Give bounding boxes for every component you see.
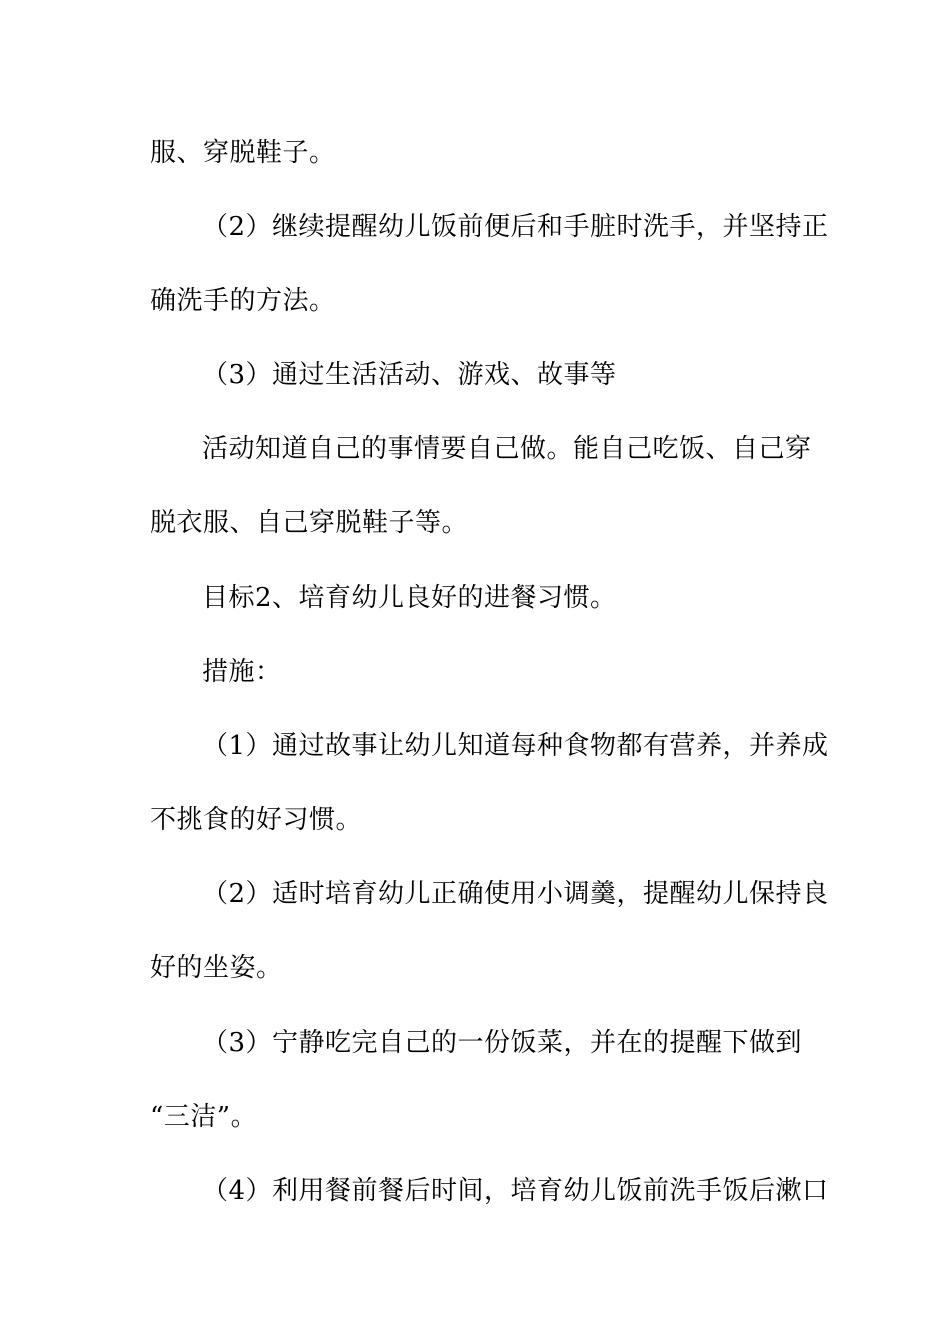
- text-line: 服、穿脱鞋子。: [150, 138, 336, 168]
- text-line: 确洗手的方法。: [150, 286, 336, 316]
- text-line: 脱衣服、自己穿脱鞋子等。: [150, 508, 469, 538]
- text-line: （3）通过生活活动、游戏、故事等: [202, 360, 617, 390]
- text-line: （1）通过故事让幼儿知道每种食物都有营养，并养成: [202, 731, 829, 761]
- text-line: 活动知道自己的事情要自己做。能自己吃饭、自己穿: [202, 434, 812, 464]
- text-line: （2）继续提醒幼儿饭前便后和手脏时洗手，并坚持正: [202, 212, 829, 242]
- section-heading: 目标2、培育幼儿良好的进餐习惯。: [202, 583, 617, 613]
- text-line: 好的坐姿。: [150, 953, 283, 983]
- text-line: （2）适时培育幼儿正确使用小调羹，提醒幼儿保持良: [202, 879, 829, 909]
- text-line: 不挑食的好习惯。: [150, 805, 363, 835]
- text-line: “三洁”。: [150, 1102, 258, 1132]
- measures-label: 措施：: [202, 657, 282, 687]
- text-line: （4）利用餐前餐后时间，培育幼儿饭前洗手饭后漱口: [202, 1176, 829, 1206]
- text-line: （3）宁静吃完自己的一份饭菜，并在的提醒下做到: [202, 1028, 803, 1058]
